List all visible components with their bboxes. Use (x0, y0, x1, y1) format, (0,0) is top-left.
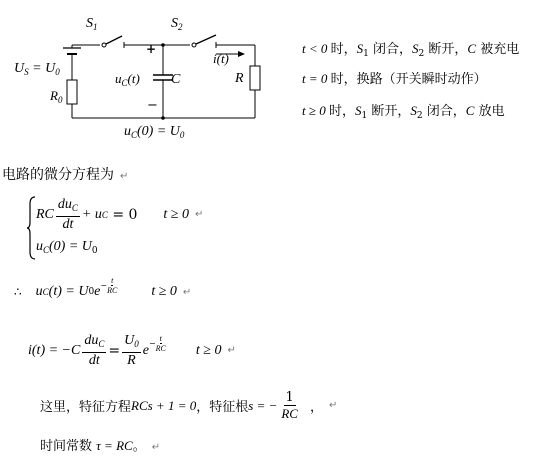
uc-label: $u_C(t)$ (115, 71, 140, 88)
r0-label: $R_0$ (50, 88, 63, 105)
switch1-blade (106, 36, 122, 44)
resistor-r (250, 66, 260, 90)
initial-condition-label: $u_C(0) = U_0$ (124, 124, 185, 140)
capacitor-label: C (171, 72, 181, 87)
plus-sign: + (146, 42, 157, 56)
condition-line-1: t < 0 时，$S_1$ 闭合，$S_2$ 断开，C 被充电 (302, 41, 520, 59)
switch2-contact (192, 43, 196, 47)
solution-current: i(t) = −C $\frac{du_C}{dt}$ = $\frac{U_0}{R}$ e − $\frac{t}{RC}$ t ≥ 0 ↵ (28, 333, 236, 368)
r-label: R (235, 71, 244, 86)
section-heading: 电路的微分方程为 ↵ (2, 167, 129, 183)
condition-line-2: t = 0 时，换路（开关瞬时动作） (302, 71, 487, 87)
solution-uc: ∴ u C (t) = U 0 e − $\frac{t}{RC}$ t ≥ 0 ↵ (14, 275, 192, 299)
ode-equation: RC $\frac{du_C}{dt}$ + u C = 0 t ≥ 0 ↵ (36, 197, 204, 232)
current-arrow-head (238, 51, 245, 57)
equation-brace (26, 196, 36, 260)
switch1-contact (102, 43, 106, 47)
switch2-blade (196, 35, 216, 44)
minus-sign: − (147, 98, 158, 113)
ode-initial-condition: $u_C(0) = U_0$ (36, 239, 98, 256)
resistor-r0 (67, 80, 77, 104)
switch1-label: $S_1$ (86, 16, 98, 32)
switch2-label: $S_2$ (171, 16, 183, 32)
condition-line-3: t ≥ 0 时，$S_1$ 断开，$S_2$ 闭合，C 放电 (302, 103, 505, 121)
current-label: i(t) (213, 51, 229, 66)
characteristic-line: 这里，特征方程 RCs + 1 = 0 ，特征根 s = − $\frac{1}{RC}$ ， ↵ (40, 390, 338, 421)
time-constant-line: 时间常数 τ = RC。 ↵ (40, 438, 161, 454)
source-label: $U_S = U_0$ (14, 61, 60, 77)
